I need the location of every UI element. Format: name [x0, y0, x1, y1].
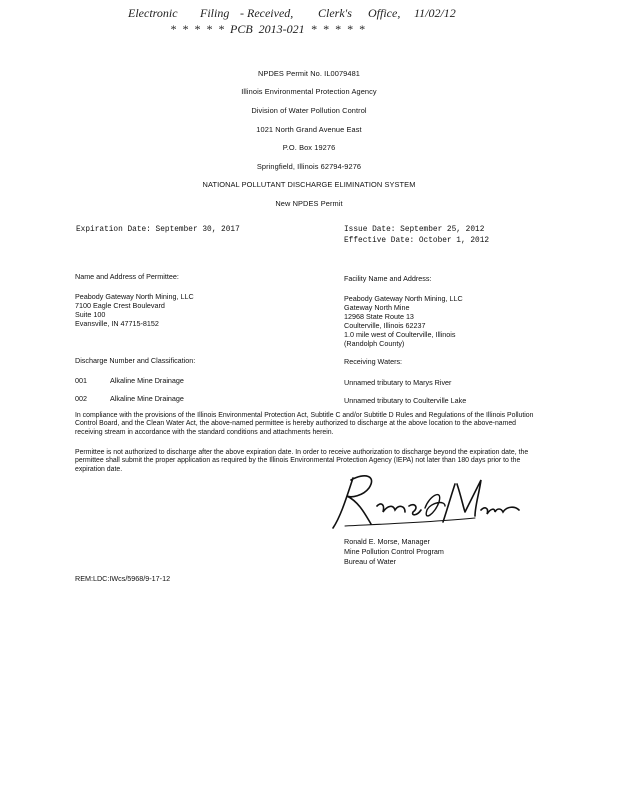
- expiration-paragraph: Permittee is not authorized to discharge after the above expiration date. In order to receive authorization to discharge beyond the expiration date, the permittee shall submit the proper application as required by the Illinois Environmental Protection Agency (IEPA) not later than 180 days prior to the expiration date.: [75, 449, 529, 473]
- permittee-line: 7100 Eagle Crest Boulevard: [75, 301, 165, 310]
- agency-street: 1021 North Grand Avenue East: [256, 125, 362, 134]
- facility-line: 1.0 mile west of Coulterville, Illinois: [344, 330, 456, 339]
- agency-po-box: P.O. Box 19276: [282, 143, 336, 152]
- discharge-classification: Alkaline Mine Drainage: [110, 376, 184, 385]
- permit-type: New NPDES Permit: [275, 199, 343, 208]
- expiration-date: Expiration Date: September 30, 2017: [76, 226, 240, 234]
- effective-date: Effective Date: October 1, 2012: [344, 237, 490, 245]
- clerk-stamp-electronic: Electronic: [128, 6, 178, 20]
- discharge-number: 001: [75, 376, 87, 385]
- compliance-paragraph: In compliance with the provisions of the Illinois Environmental Protection Act, Subtitle C and/or Subtitle D Rules and Regulations of the Illinois Pollution Control Board, and the Clean Water Act, the above-named permittee is hereby authorized to discharge at the above location to the above-named receiving stream in accordance with the standard conditions and attachments herein.: [75, 412, 534, 436]
- permittee-line: Evansville, IN 47715-8152: [75, 319, 159, 328]
- signatory-bureau: Bureau of Water: [344, 557, 397, 566]
- clerk-stamp-filing: Filing: [200, 6, 230, 20]
- clerk-stamp-clerks: Clerk's: [318, 6, 352, 20]
- discharge-number: 002: [75, 394, 87, 403]
- clerk-stamp-office: Office,: [368, 6, 401, 20]
- clerk-stamp-pcb: * * * * * PCB 2013-021 * * * * *: [170, 22, 365, 36]
- signature-image: [325, 466, 525, 536]
- permittee-line: Suite 100: [75, 310, 106, 319]
- facility-line: Peabody Gateway North Mining, LLC: [344, 294, 463, 303]
- issue-date: Issue Date: September 25, 2012: [344, 226, 485, 234]
- permittee-line: Peabody Gateway North Mining, LLC: [75, 292, 194, 301]
- file-reference: REM:LDC:IWcs/5968/9-17-12: [75, 574, 171, 583]
- clerk-stamp-date: 11/02/12: [414, 6, 456, 20]
- agency-city: Springfield, Illinois 62794-9276: [256, 162, 362, 171]
- permit-number: NPDES Permit No. IL0079481: [257, 69, 360, 78]
- receiving-water: Unnamed tributary to Coulterville Lake: [344, 396, 467, 405]
- receiving-water: Unnamed tributary to Marys River: [344, 378, 452, 387]
- discharge-classification: Alkaline Mine Drainage: [110, 394, 184, 403]
- facility-heading: Facility Name and Address:: [344, 274, 432, 283]
- signatory-name: Ronald E. Morse, Manager: [344, 537, 430, 546]
- agency-name: Illinois Environmental Protection Agency: [241, 87, 377, 96]
- signatory-program: Mine Pollution Control Program: [344, 547, 444, 556]
- system-title: NATIONAL POLLUTANT DISCHARGE ELIMINATION SYSTEM: [202, 180, 416, 189]
- division-name: Division of Water Pollution Control: [251, 106, 367, 115]
- clerk-stamp-received: - Received,: [240, 6, 294, 20]
- facility-line: (Randolph County): [344, 339, 405, 348]
- permittee-heading: Name and Address of Permittee:: [75, 272, 179, 281]
- discharge-heading: Discharge Number and Classification:: [75, 356, 196, 365]
- receiving-waters-heading: Receiving Waters:: [344, 357, 403, 366]
- facility-line: Coulterville, Illinois 62237: [344, 321, 426, 330]
- facility-line: 12968 State Route 13: [344, 312, 414, 321]
- facility-line: Gateway North Mine: [344, 303, 410, 312]
